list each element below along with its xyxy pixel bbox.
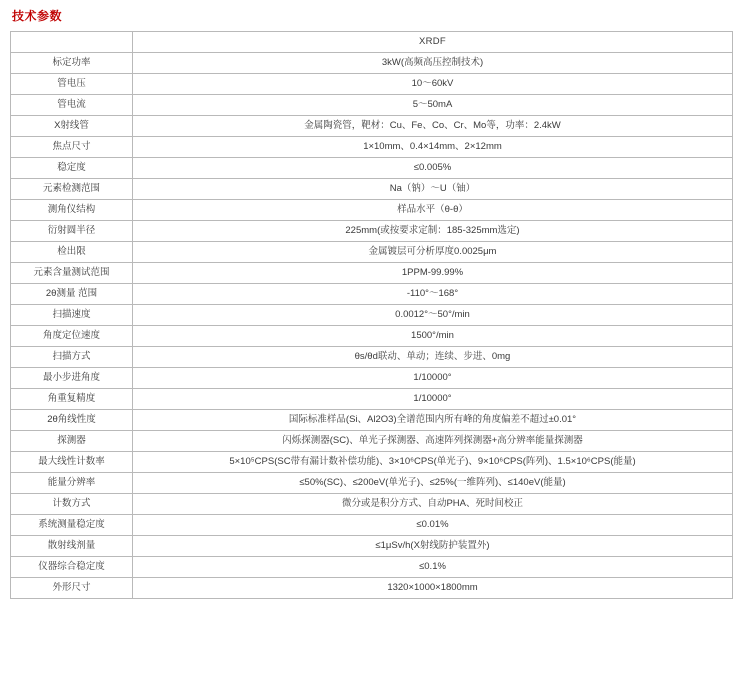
spec-label: 管电流 (11, 95, 133, 116)
table-row (11, 95, 733, 116)
table-row (11, 221, 733, 242)
spec-value: 1/10000° (133, 389, 733, 410)
spec-value: 5×10⁵CPS(SC带有漏计数补偿功能)、3×10⁶CPS(单光子)、9×10⁶CPS(阵列)、1.5×10⁶CPS(能量) (133, 452, 733, 473)
spec-label: 探测器 (11, 431, 133, 452)
table-row (11, 284, 733, 305)
table-body (11, 32, 733, 599)
spec-value: 225mm(或按要求定制：185-325mm选定) (133, 221, 733, 242)
table-row (11, 53, 733, 74)
spec-label: 计数方式 (11, 494, 133, 515)
table-header-label (11, 32, 133, 53)
table-header-model: XRDF (133, 32, 733, 53)
spec-value: 3kW(高频高压控制技术) (133, 53, 733, 74)
spec-value: 1320×1000×1800mm (133, 578, 733, 599)
specifications-table (10, 31, 733, 599)
table-row (11, 368, 733, 389)
table-row (11, 326, 733, 347)
table-row (11, 242, 733, 263)
spec-label: 角度定位速度 (11, 326, 133, 347)
table-row (11, 557, 733, 578)
spec-value: ≤1μSv/h(X射线防护装置外) (133, 536, 733, 557)
spec-label: 扫描方式 (11, 347, 133, 368)
spec-label: 元素含量测试范围 (11, 263, 133, 284)
spec-value: 金属陶瓷管，靶材：Cu、Fe、Co、Cr、Mo等，功率：2.4kW (133, 116, 733, 137)
spec-label: 检出限 (11, 242, 133, 263)
spec-value: ≤0.005% (133, 158, 733, 179)
table-row (11, 137, 733, 158)
spec-label: 外形尺寸 (11, 578, 133, 599)
spec-value: ≤50%(SC)、≤200eV(单光子)、≤25%(一维阵列)、≤140eV(能量) (133, 473, 733, 494)
table-row (11, 578, 733, 599)
spec-value: ≤0.01% (133, 515, 733, 536)
page-title: 技术参数 (12, 9, 63, 23)
table-row (11, 158, 733, 179)
spec-value: 1/10000° (133, 368, 733, 389)
spec-label: 能量分辨率 (11, 473, 133, 494)
table-row (11, 536, 733, 557)
spec-label: 焦点尺寸 (11, 137, 133, 158)
table-row (11, 179, 733, 200)
table-row (11, 263, 733, 284)
table-row (11, 494, 733, 515)
table-row (11, 452, 733, 473)
spec-label: X射线管 (11, 116, 133, 137)
spec-value: 微分或是积分方式、自动PHA、死时间校正 (133, 494, 733, 515)
spec-value: Na（钠）～U（铀） (133, 179, 733, 200)
spec-label: 仪器综合稳定度 (11, 557, 133, 578)
table-header-row (11, 32, 733, 53)
spec-value: ≤0.1% (133, 557, 733, 578)
spec-value: 10～60kV (133, 74, 733, 95)
spec-value: -110°～168° (133, 284, 733, 305)
spec-label: 元素检测范围 (11, 179, 133, 200)
table-row (11, 410, 733, 431)
spec-value: 0.0012°～50°/min (133, 305, 733, 326)
spec-label: 管电压 (11, 74, 133, 95)
spec-label: 最小步进角度 (11, 368, 133, 389)
table-row (11, 515, 733, 536)
table-row (11, 347, 733, 368)
spec-label: 2θ测量 范围 (11, 284, 133, 305)
spec-value: 1500°/min (133, 326, 733, 347)
table-row (11, 116, 733, 137)
table-row (11, 473, 733, 494)
spec-label: 最大线性计数率 (11, 452, 133, 473)
spec-label: 衍射圆半径 (11, 221, 133, 242)
spec-label: 2θ角线性度 (11, 410, 133, 431)
spec-label: 扫描速度 (11, 305, 133, 326)
spec-value: 5～50mA (133, 95, 733, 116)
spec-label: 测角仪结构 (11, 200, 133, 221)
spec-value: 金属镀层可分析厚度0.0025μm (133, 242, 733, 263)
spec-label: 角重复精度 (11, 389, 133, 410)
spec-value: 1PPM-99.99% (133, 263, 733, 284)
table-row (11, 431, 733, 452)
spec-label: 标定功率 (11, 53, 133, 74)
table-row (11, 74, 733, 95)
spec-label: 系统测量稳定度 (11, 515, 133, 536)
spec-value: 国际标准样品(Si、Al2O3)全谱范围内所有峰的角度偏差不超过±0.01° (133, 410, 733, 431)
spec-label: 稳定度 (11, 158, 133, 179)
spec-value: 闪烁探测器(SC)、单光子探测器、高速阵列探测器+高分辨率能量探测器 (133, 431, 733, 452)
table-row (11, 200, 733, 221)
table-row (11, 389, 733, 410)
spec-value: θs/θd联动、单动；连续、步进、0mg (133, 347, 733, 368)
spec-label: 散射线剂量 (11, 536, 133, 557)
spec-value: 样品水平（θ-θ） (133, 200, 733, 221)
spec-value: 1×10mm、0.4×14mm、2×12mm (133, 137, 733, 158)
table-row (11, 305, 733, 326)
